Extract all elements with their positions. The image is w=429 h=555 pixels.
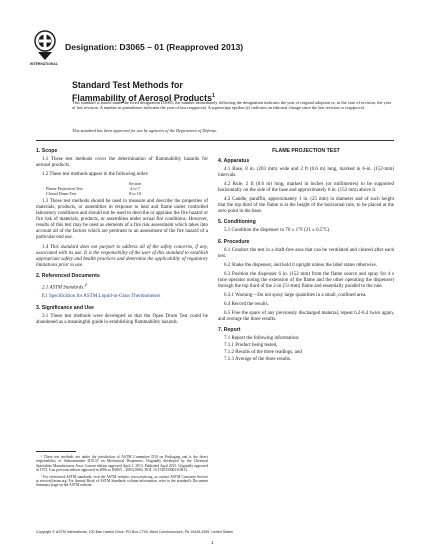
para-1-2: 1.2 These test methods appear in the following order:	[42, 172, 149, 178]
dod-note: This standard has been approved for use by agencies of the Department of Defense.	[72, 128, 218, 133]
report-heading: 7. Report	[218, 327, 241, 334]
para-6-2: 6.2 Shake the dispenser, and hold it upright unless the label states otherwise.	[224, 262, 377, 268]
para-7-1-1: 7.1.1 Product being tested,	[224, 343, 278, 349]
test-title: FLAME PROJECTION TEST	[272, 148, 340, 154]
para-1-4: 1.4 This standard does not purport to address all of the safety concerns, if any, associated with its use. It is the responsibility of the user of this standard to establish appropriate safety and health practices and determine the applicability of regulatory limitations prior to use.	[36, 244, 208, 268]
para-7-1-3: 7.1.3 Average of the three results.	[224, 357, 292, 363]
para-7-1-2: 7.1.2 Results of the three readings, and	[224, 350, 302, 356]
page-number: 1	[211, 540, 214, 545]
section-table-header: Section	[128, 181, 142, 187]
para-1-3: 1.3 These test methods should be used to measure and describe the properties of materials, products, or assemblies in response to heat and flame under controlled laboratory conditions and should not be used to describe or appraise the fire hazard or fire risk of materials, products, or assemblies under actual fire conditions. However, results of this test may be used as elements of a fire risk assessment which takes into account all of the factors which are pertinent to an assessment of the fire hazard of a particular end use.	[36, 199, 208, 241]
header-divider	[36, 140, 394, 141]
referenced-docs-heading: 2. Referenced Documents	[36, 272, 100, 279]
logo-text: INTERNATIONAL	[30, 62, 58, 66]
title-line-1: Standard Test Methods for	[72, 80, 183, 90]
para-7-1: 7.1 Report the following information:	[224, 336, 300, 342]
section-row: Closed Drum Test 8 to 10	[46, 191, 141, 197]
scope-heading: 1. Scope	[36, 148, 58, 154]
copyright-notice: Copyright © ASTM International, 100 Barr Harbor Drive, PO Box C700, West Conshohocken, PA 19428-2959. United States	[36, 530, 233, 534]
para-4-2: 4.2 Rule, 2 ft (0.6 m) long, marked in inches (or millimetres) to be supported horizontally on the side of the base and approximately 6 in. (152 mm) above it.	[218, 182, 394, 194]
para-2-1: 2.1 ASTM Standards:$^2$	[42, 281, 87, 291]
footnotes	[36, 455, 208, 490]
para-6-5: 6.5 Free the space of any previously discharged material, repeat 6.2-6.4 twice again, and average the three results.	[218, 310, 394, 322]
right-column	[218, 148, 394, 366]
title-line-2: Flammability of Aerosol Products$^1$	[72, 92, 215, 103]
conditioning-heading: 5. Conditioning	[218, 219, 256, 226]
left-column	[36, 148, 208, 329]
issuance-note: This standard is issued under the fixed designation D3065; the number immediately following the designation indicates the year of original adoption or, in the case of revision, the year of last revision. A number in parentheses indicates the year of last reapproval. A superscript epsilon (ε) indicates an editorial change since the last revision or reapproval.	[72, 100, 392, 111]
apparatus-heading: 4. Apparatus	[218, 158, 250, 165]
para-6-1: 6.1 Conduct the test in a draft-free area that can be ventilated and cleared after each test.	[218, 247, 394, 259]
para-6-3-1: 6.3.1 Warning—Do not spray large quantities in a small, confined area.	[224, 292, 367, 298]
footnote-1: ¹ These test methods are under the jurisdiction of ASTM Committee D10 on Packaging and is the direct responsibility of Subcommittee D10.33 on Mechanical Dispensers. Originally developed by the Chemical Specialties Manufacturers Assn. Current edition approved April 1, 2013. Published April 2013. Originally approved in 1972. Last previous edition approved in 2006 as D3065 – 2001(2006). DOI: 10.1520/D3065-01R13.	[36, 455, 208, 473]
section-row: Flame Projection Test 4 to 7	[46, 186, 140, 192]
section-table	[46, 181, 208, 196]
para-6-4: 6.4 Record the results.	[224, 301, 269, 307]
astm-e1-reference[interactable]: E1 Specification for ASTM Liquid-in-Glass Thermometers	[42, 294, 161, 300]
para-1-1: 1.1 These test methods cover the determination of flammability hazards for aerosol products.	[36, 157, 208, 169]
para-4-1: 4.1 Base, 8 in. (203 mm) wide and 2 ft (0.6 m) long, marked in 6-in. (152-mm) intervals.	[218, 167, 394, 179]
para-6-3: 6.3 Position the dispenser 6 in. (152 mm) from the flame source and spray for 4 s (one operator noting the extension of the flame and the other operating the dispenser) through the top third of the 2-in (51-mm) flame and essentially parallel to the rule.	[218, 271, 394, 289]
significance-heading: 3. Significance and Use	[36, 304, 94, 311]
footnote-divider	[36, 451, 76, 452]
designation: Designation: D3065 – 01 (Reapproved 2013)	[65, 42, 244, 52]
para-4-3: 4.3 Candle, paraffin, approximately 1 in. (25 mm) in diameter and of such height that the top third of the flame is at the height of the horizontal rule, to be placed at the zero point in the base.	[218, 197, 394, 215]
astm-logo-icon	[34, 30, 56, 62]
footnote-2: ² For referenced ASTM standards, visit the ASTM website, www.astm.org, or contact ASTM Customer Service at service@astm.org. For Annual Book of ASTM Standards volume information, refer to the standard's Document Summary page on the ASTM website.	[36, 474, 208, 488]
para-5-1: 5.1 Condition the dispenser to 70 ± 1°F (21 ± 0.5°C).	[224, 228, 331, 234]
procedure-heading: 6. Procedure	[218, 238, 250, 245]
para-3-1: 3.1 These test methods were developed so that the Open Drum Test could be abandoned as a meaningful guide in establishing flammability hazards.	[36, 313, 208, 325]
